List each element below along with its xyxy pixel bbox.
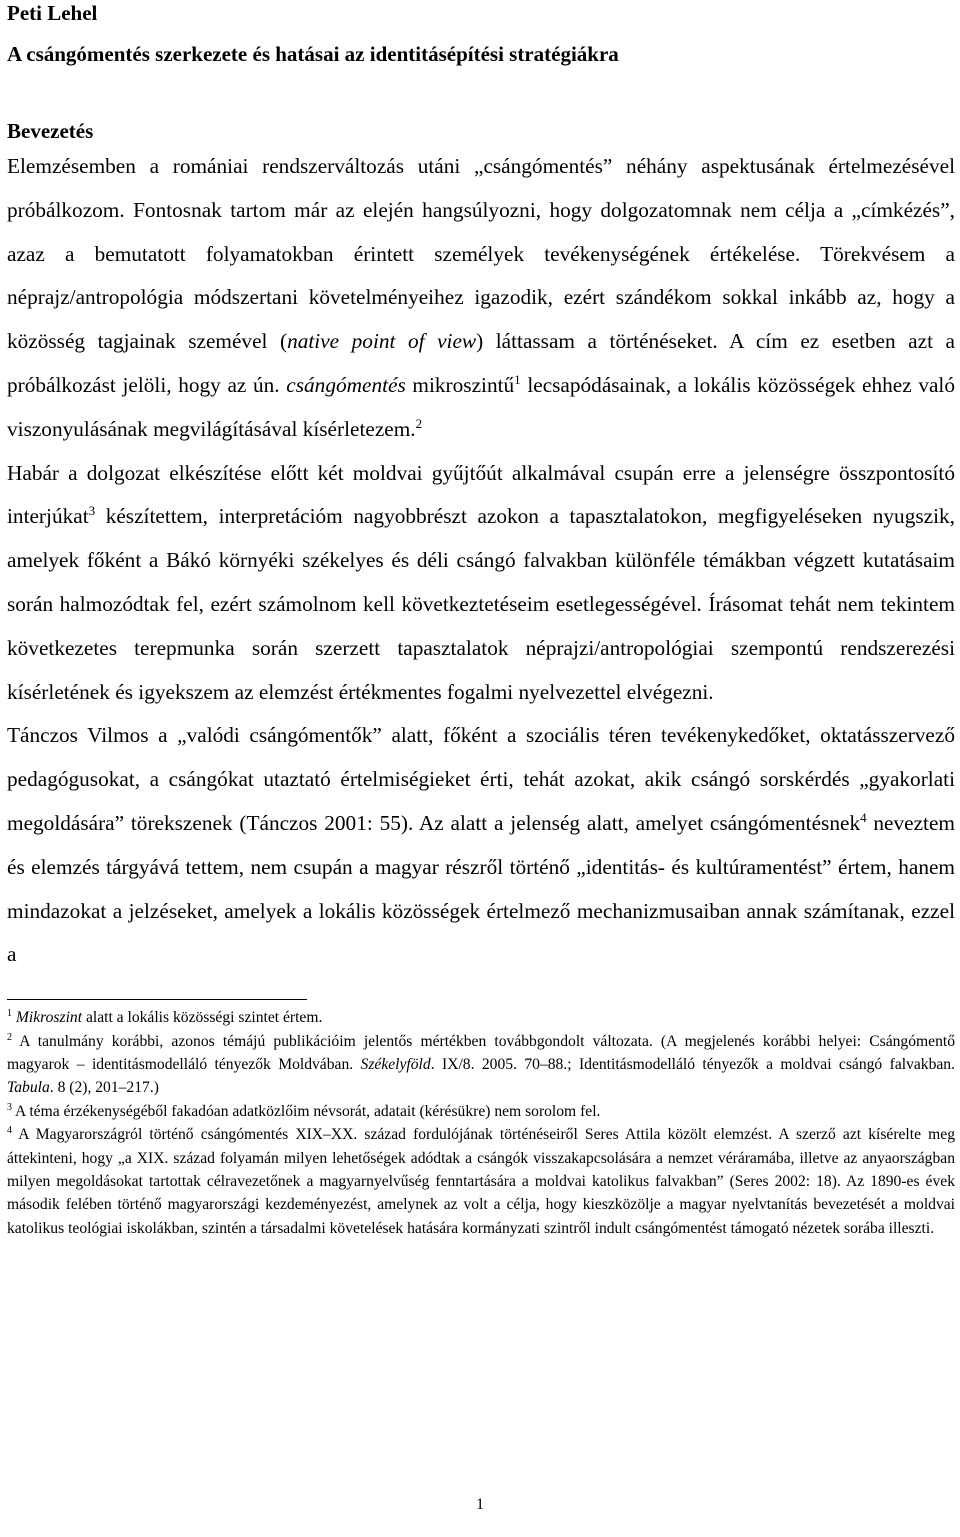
footnotes bbox=[7, 1006, 955, 1240]
footnote-ref-2[interactable]: 2 bbox=[415, 415, 423, 431]
footnote-ref-4[interactable]: 4 bbox=[860, 809, 867, 825]
author-name: Peti Lehel bbox=[7, 1, 98, 25]
paragraph-3: Tánczos Vilmos a „valódi csángómentők” alatt, főként a szociális téren tevékenykedőket, oktatásszervező pedagógusokat, a csángókat utaztató értelmiségieket érti, tehát azokat, akik csángó sorskérdés „gyakorlati megoldására” törekszenek (Tánczos 2001: 55). Az alatt a jelenség alatt, amelyet csángómentésnek$^4$ neveztem és elemzés tárgyává tettem, nem csupán a magyar részről történő „identitás- és kultúramentést” értem, hanem mindazokat a jelzéseket, amelyek a lokális közösségek értelmező mechanizmusaiban annak számítanak, ezzel a bbox=[7, 723, 955, 967]
paragraph-1: Elemzésemben a romániai rendszerváltozás utáni „csángómentés” néhány aspektusának értelmezésével próbálkozom. Fontosnak tartom már az elején hangsúlyozni, hogy dolgozatomnak nem célja a „címkézés”, azaz a bemutatott folyamatokban érintett személyek tevékenységének értékelése. Törekvésem a néprajz/antropológia módszertani követelményeihez igazodik, ezért szándékom sokkal inkább az, hogy a közösség tagjainak szemével (native point of view) láttassam a történéseket. A cím ez esetben azt a próbálkozást jelöli, hogy az ún. csángómentés mikroszintű$^1$ lecsapódásainak, a lokális közösségek ehhez való viszonyulásának megvilágításával kísérletezem.$^2$ bbox=[7, 154, 955, 441]
footnote-3: $^3$ A téma érzékenységéből fakadóan adatközlőim névsorát, adatait (kérésükre) nem sorolom fel. bbox=[7, 1101, 601, 1120]
document-page bbox=[7, 0, 955, 1240]
page-number: 1 bbox=[476, 1496, 484, 1513]
term-csangomentes: csángómentés bbox=[286, 372, 406, 397]
section-heading: Bevezetés bbox=[7, 119, 94, 143]
footnote-ref-1[interactable]: 1 bbox=[514, 371, 521, 387]
body-text bbox=[7, 145, 955, 977]
paragraph-2: Habár a dolgozat elkészítése előtt két moldvai gyűjtőút alkalmával csupán erre a jelenségre összpontosító interjúkat$^3$ készítettem, interpretációm nagyobbrészt azokon a tapasztalatokon, megfigyeléseken nyugszik, amelyek főként a Bákó környéki székelyes és déli csángó falvakban különféle témákban végzett kutatásaim során halmozódtak fel, ezért számolnom kell következtetéseim esetlegességével. Írásomat tehát nem tekintem következetes terepmunka során szerzett tapasztalatok néprajzi/antropológiai szempontú rendszerezési kísérletének és igyekszem az elemzést értékmentes fogalmi nyelvezettel elvégezni. bbox=[7, 460, 955, 704]
footnote-divider bbox=[7, 999, 307, 1000]
article-title: A csángómentés szerkezete és hatásai az identitásépítési stratégiákra bbox=[7, 42, 619, 66]
footnote-ref-3[interactable]: 3 bbox=[88, 503, 96, 519]
footnote-2: $^2$ A tanulmány korábbi, azonos témájú publikációim jelentős mértékben továbbgondolt változata. (A megjelenés korábbi helyei: Csángómentő magyarok – identitásmodelláló tényezők Moldvában. Székelyföld. IX/8. 2005. 70–88.; Identitásmodelláló tényezők a moldvai csángó falvakban. Tabula. 8 (2), 201–217.) bbox=[7, 1031, 956, 1097]
footnote-1: $^1$ Mikroszint alatt a lokális közösségi szintet értem. bbox=[7, 1008, 323, 1027]
footnote-4: $^4$ A Magyarországról történő csángómentés XIX–XX. század fordulójának történéseiről Seres Attila közölt elemzést. A szerző azt kísérelte meg áttekinteni, hogy „a XIX. század folyamán milyen lehetőségek adódtak a csángók visszakapcsolására a nemzet véráramába, illetve az anyaországban milyen megoldásokat tartottak célravezetőnek a magyarnyelvűség fenntartására a moldvai katolikus falvakban” (Seres 2002: 18). Az 1890-es évek második felében történő magyarországi kezdeményezést, amelynek az volt a célja, hogy kieszközölje a magyar nyelvtanítás bevezetését a moldvai katolikus teológiai iskolákban, szintén a társadalmi követelések hatására kormányzati szintről indult csángómentést támogató nézetek sorába illeszti. bbox=[7, 1125, 955, 1237]
native-point-of-view: native point of view bbox=[287, 329, 477, 354]
